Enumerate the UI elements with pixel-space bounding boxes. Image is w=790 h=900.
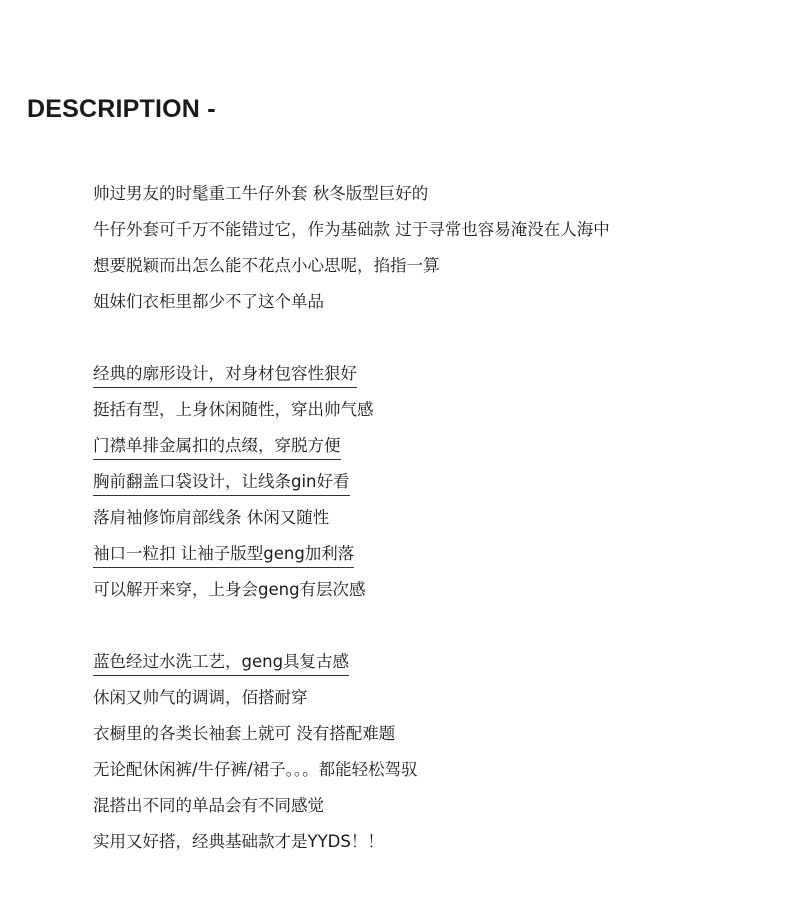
text-line [93,248,773,284]
line-text: 休闲又帅气的调调，佰搭耐穿 [93,688,308,707]
text-line [93,716,773,752]
line-text: 无论配休闲裤/牛仔裤/裙子。。。都能轻松驾驭 [93,760,418,779]
line-text: 蓝色经过水洗工艺，geng具复古感 [93,651,349,676]
line-text: 落肩袖修饰肩部线条 休闲又随性 [93,508,330,527]
line-text: 实用又好搭，经典基础款才是YYDS！！ [93,832,384,851]
line-text: 衣橱里的各类长袖套上就可 没有搭配难题 [93,724,396,743]
text-line-underlined [93,464,773,500]
paragraph-intro [93,176,773,320]
text-line [93,680,773,716]
text-line [93,500,773,536]
text-line-underlined [93,428,773,464]
text-line [93,788,773,824]
line-text: 混搭出不同的单品会有不同感觉 [93,796,324,815]
line-text: 想要脱颖而出怎么能不花点小心思呢，掐指一算 [93,256,440,275]
text-line [93,572,773,608]
text-line-underlined [93,536,773,572]
line-text: 袖口一粒扣 让袖子版型geng加利落 [93,543,354,568]
text-line [93,284,773,320]
line-text: 帅过男友的时髦重工牛仔外套 秋冬版型巨好的 [93,184,429,203]
paragraph-styling [93,644,773,860]
line-text: 可以解开来穿，上身会geng有层次感 [93,580,366,599]
section-title: DESCRIPTION - [27,95,216,123]
line-text: 胸前翻盖口袋设计，让线条gin好看 [93,471,350,496]
line-text: 姐妹们衣柜里都少不了这个单品 [93,292,324,311]
line-text: 挺括有型，上身休闲随性，穿出帅气感 [93,400,374,419]
paragraph-spacer [93,320,773,356]
paragraph-spacer [93,608,773,644]
line-text: 牛仔外套可千万不能错过它，作为基础款 过于寻常也容易淹没在人海中 [93,220,610,239]
text-line [93,824,773,860]
text-line [93,176,773,212]
text-line [93,212,773,248]
line-text: 门襟单排金属扣的点缀，穿脱方便 [93,435,341,460]
line-text: 经典的廓形设计，对身材包容性狠好 [93,363,357,388]
text-line-underlined [93,356,773,392]
text-line [93,752,773,788]
text-line [93,392,773,428]
paragraph-design [93,356,773,608]
description-body [93,176,773,860]
text-line-underlined [93,644,773,680]
